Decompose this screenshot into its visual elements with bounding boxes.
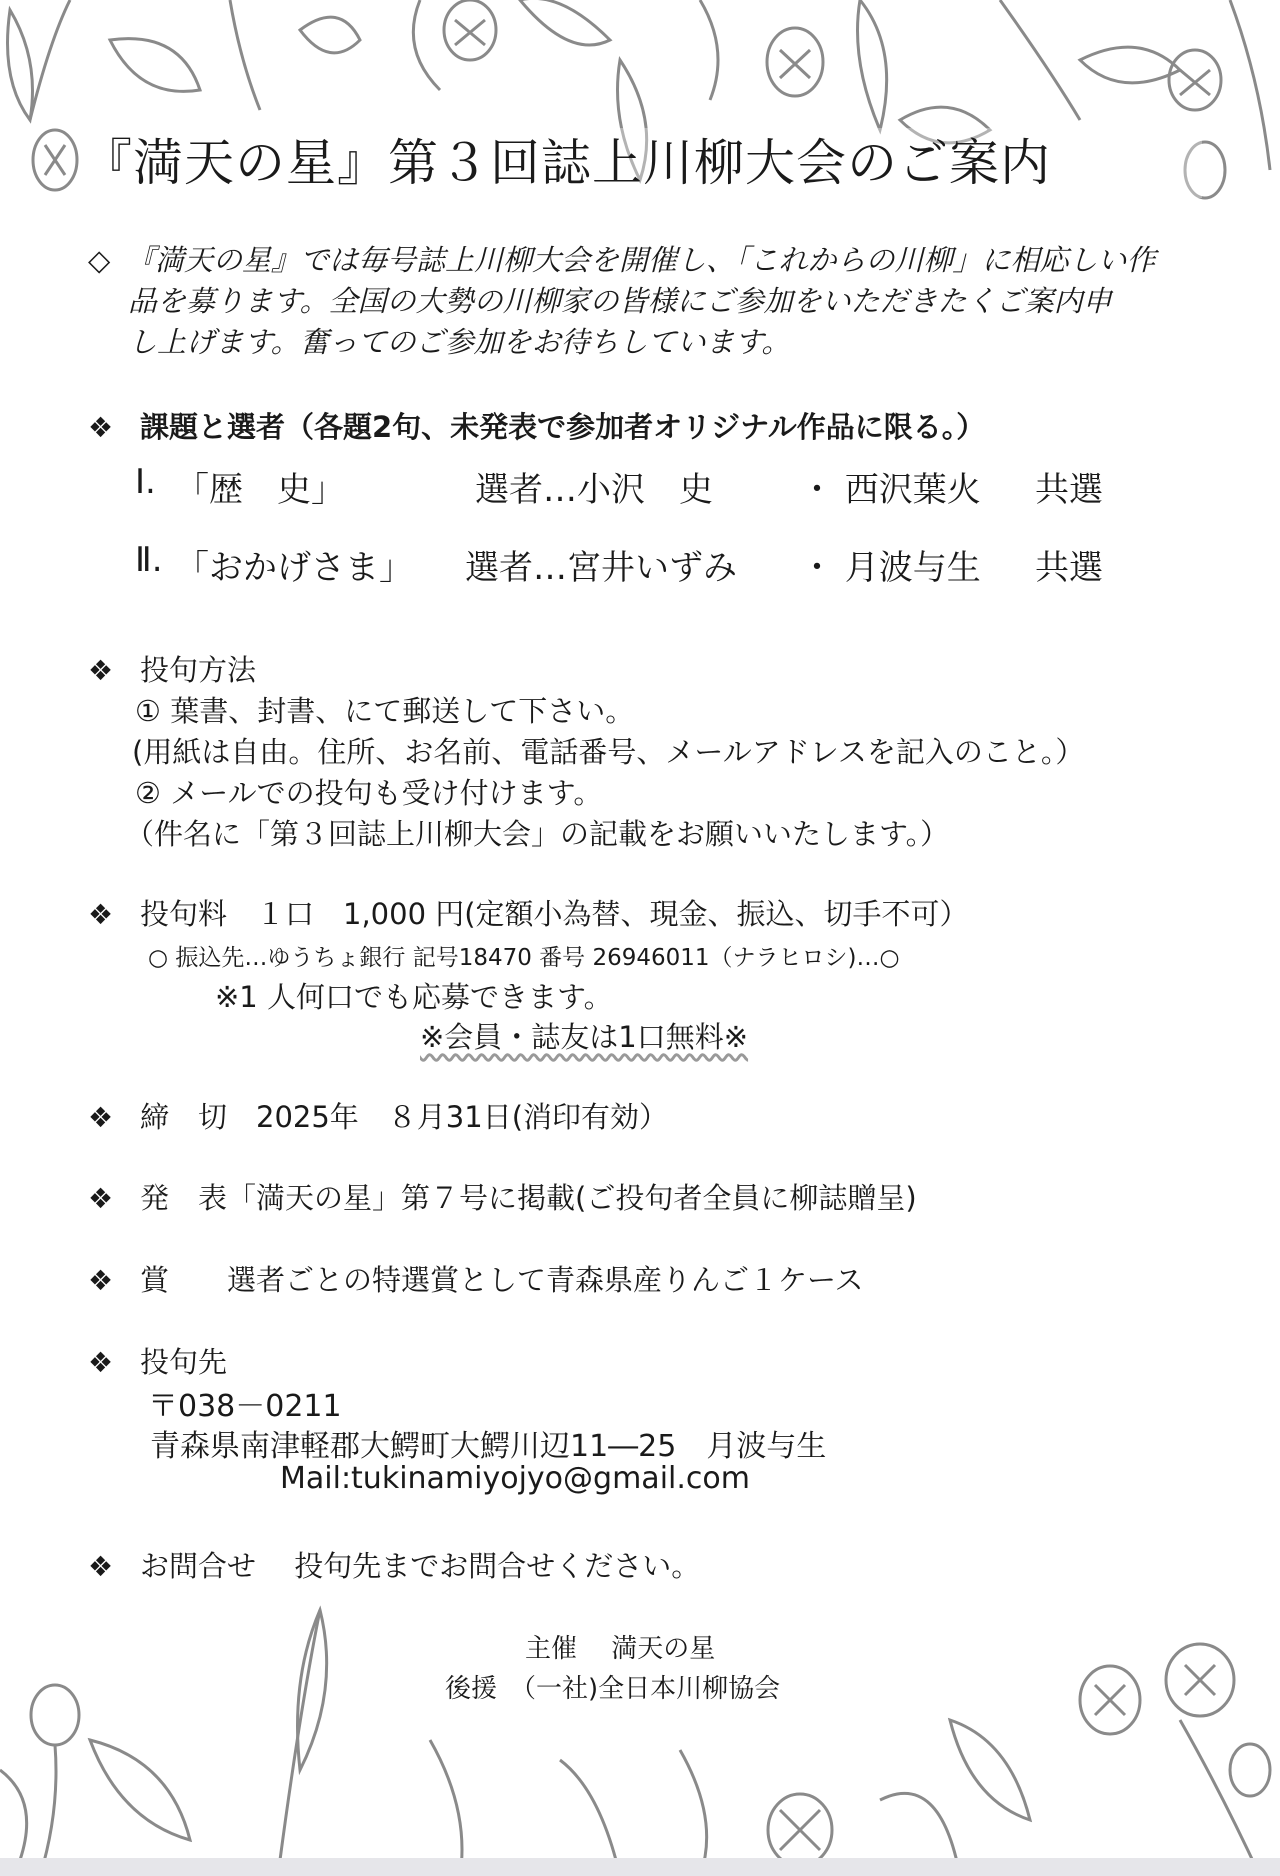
fee-free: ※会員・誌友は1口無料※ — [420, 1020, 749, 1054]
bullet-icon: ❖ — [88, 1101, 114, 1134]
method-heading: 投句方法 — [140, 653, 257, 687]
topic-title: 「おかげさま」 — [175, 548, 413, 588]
submit-section — [88, 1340, 227, 1381]
footer-supporter: 後援 （一社)全日本川柳協会 — [445, 1674, 781, 1704]
bullet-icon: ❖ — [88, 1550, 114, 1583]
fee-multi: ※1 人何口でも応募できます。 — [215, 980, 613, 1014]
topic-title: 「歴 史」 — [175, 470, 345, 510]
method-line: ② メールでの投句も受け付けます。 — [135, 776, 603, 810]
method-line: ① 葉書、封書、にて郵送して下さい。 — [135, 694, 635, 728]
topic-selector: 選者…小沢 史 — [475, 470, 713, 510]
deadline-text: 締 切 2025年 ８月31日(消印有効） — [140, 1100, 669, 1134]
submit-heading: 投句先 — [140, 1345, 228, 1379]
intro-line: 『満天の星』では毎号誌上川柳大会を開催し、「これからの川柳」に相応しい作 — [126, 243, 1156, 277]
topic-selector-second: ・ 月波与生 — [800, 548, 981, 588]
topic-joint: 共選 — [1035, 548, 1103, 588]
intro-line: 品を募ります。全国の大勢の川柳家の皆様にご参加をいただきたくご案内申 — [128, 284, 1112, 318]
announce-text: 発 表「満天の星」第７号に掲載(ご投句者全員に柳誌贈呈) — [140, 1181, 917, 1215]
bottom-bar — [0, 1858, 1280, 1876]
intro-paragraph — [88, 240, 1188, 363]
submit-address: 青森県南津軽郡大鰐町大鰐川辺11―25 月波与生 — [150, 1429, 827, 1464]
topic-joint: 共選 — [1035, 470, 1103, 510]
topic-selector-second: ・ 西沢葉火 — [800, 470, 981, 510]
page-title: 『満天の星』第３回誌上川柳大会のご案内 — [82, 128, 1202, 198]
fee-transfer: ○ 振込先…ゆうちょ銀行 記号18470 番号 26946011（ナラヒロシ)…○ — [148, 945, 900, 971]
fee-section — [88, 892, 969, 933]
prize-text: 賞 選者ごとの特選賞として青森県産りんご１ケース — [140, 1263, 864, 1297]
topics-heading: 課題と選者（各題2句、未発表で参加者オリジナル作品に限る。） — [140, 410, 986, 444]
topics-section — [88, 405, 985, 446]
method-line: （件名に「第３回誌上川柳大会」の記載をお願いいたします。） — [125, 817, 950, 851]
inquiry-section — [88, 1544, 700, 1585]
bullet-icon: ❖ — [88, 1264, 114, 1297]
bullet-icon: ❖ — [88, 1182, 114, 1215]
announce-section — [88, 1176, 917, 1217]
topic-number: Ⅰ. — [135, 462, 156, 502]
intro-line: し上げます。奮ってのご参加をお待ちしています。 — [128, 325, 791, 359]
bullet-icon: ❖ — [88, 411, 114, 444]
bullet-icon: ❖ — [88, 898, 114, 931]
inquiry-text: お問合せ 投句先までお問合せください。 — [140, 1549, 701, 1583]
bullet-icon: ❖ — [88, 1346, 114, 1379]
topic-selector: 選者…宮井いずみ — [465, 548, 737, 588]
prize-section — [88, 1258, 864, 1299]
footer-organizer: 主催 満天の星 — [525, 1634, 716, 1664]
diamond-icon: ◇ — [88, 243, 111, 277]
fee-heading: 投句料 １口 1,000 円(定額小為替、現金、振込、切手不可） — [140, 897, 969, 931]
bullet-icon: ❖ — [88, 654, 114, 687]
topic-number: Ⅱ. — [135, 540, 163, 580]
submit-email: Mail:tukinamiyojyo@gmail.com — [280, 1461, 750, 1496]
submit-postal: 〒038－0211 — [148, 1389, 342, 1424]
method-section — [88, 648, 256, 689]
method-line: (用紙は自由。住所、お名前、電話番号、メールアドレスを記入のこと。） — [132, 735, 1085, 769]
deadline-section — [88, 1095, 668, 1136]
